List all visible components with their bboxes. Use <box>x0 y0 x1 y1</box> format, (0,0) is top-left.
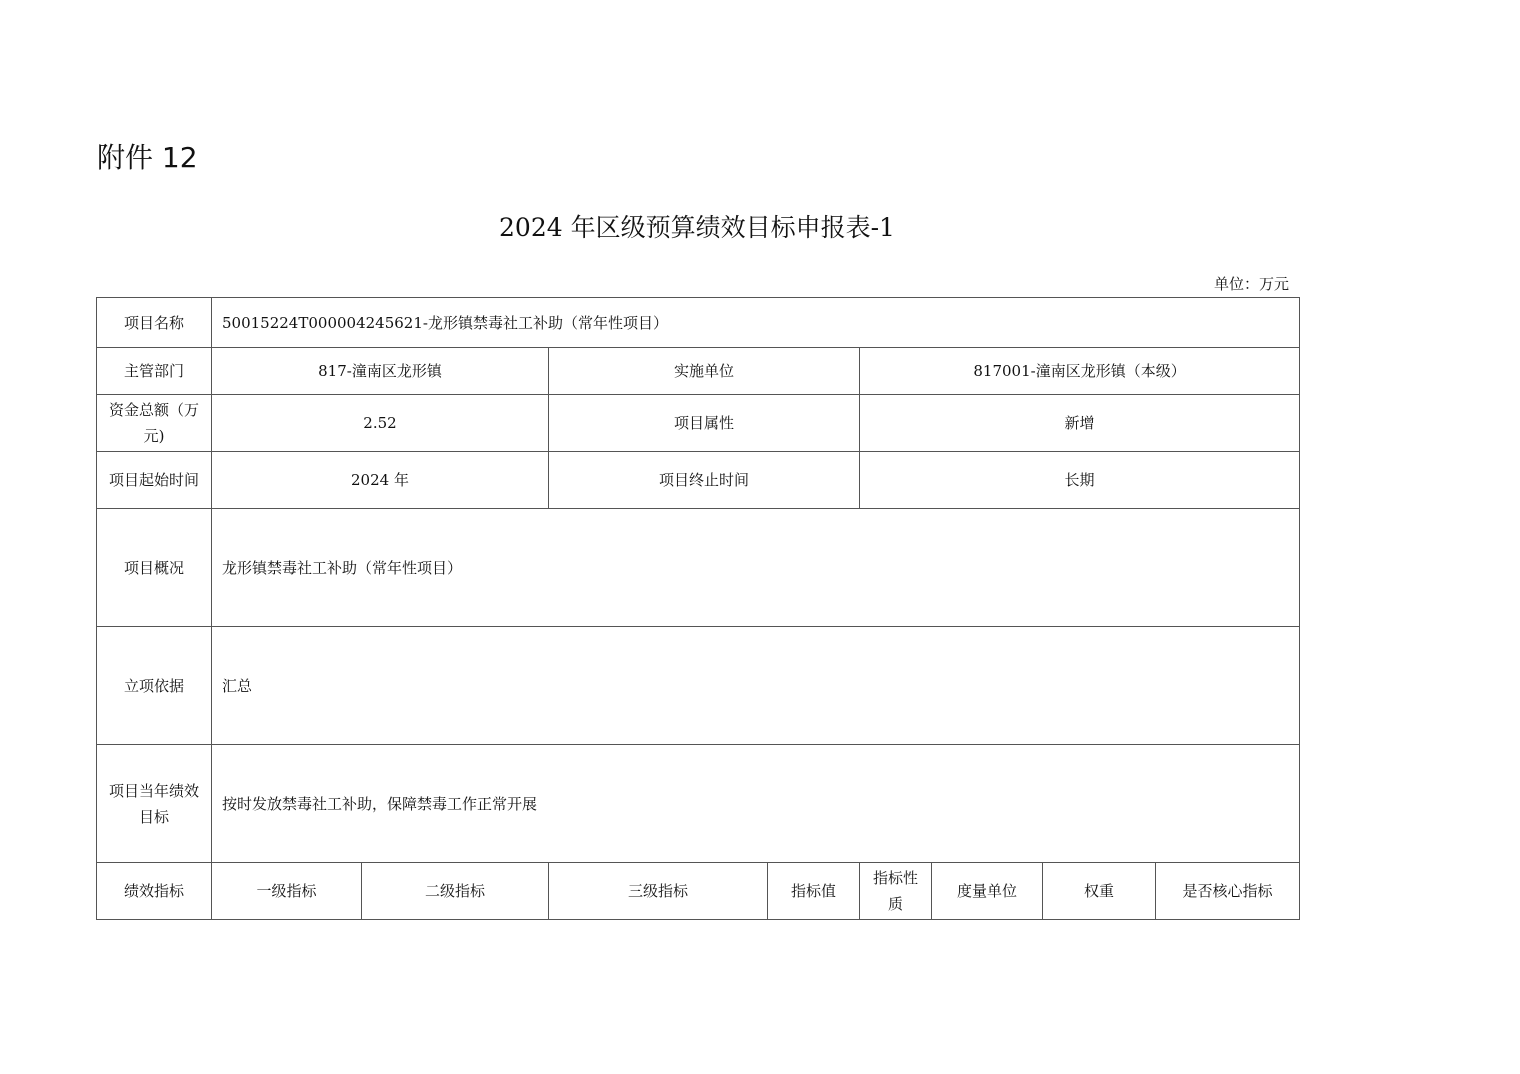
unit-label: 单位：万元 <box>1213 275 1289 293</box>
row-goal <box>97 745 1300 863</box>
kpi-col-unit: 度量单位 <box>932 863 1043 920</box>
end-time-value: 长期 <box>860 452 1300 509</box>
project-name-value: 50015224T000004245621-龙形镇禁毒社工补助（常年性项目） <box>212 298 1300 348</box>
overview-value: 龙形镇禁毒社工补助（常年性项目） <box>212 509 1300 627</box>
goal-value: 按时发放禁毒社工补助，保障禁毒工作正常开展 <box>212 745 1300 863</box>
goal-label: 项目当年绩效目标 <box>97 745 212 863</box>
row-kpi-header <box>97 863 1300 920</box>
department-label: 主管部门 <box>97 348 212 395</box>
row-overview <box>97 509 1300 627</box>
overview-label: 项目概况 <box>97 509 212 627</box>
project-attr-value: 新增 <box>860 395 1300 452</box>
kpi-col-level3: 三级指标 <box>549 863 768 920</box>
kpi-col-nature: 指标性质 <box>860 863 932 920</box>
row-time <box>97 452 1300 509</box>
kpi-col-level1: 一级指标 <box>212 863 362 920</box>
basis-label: 立项依据 <box>97 627 212 745</box>
basis-value: 汇总 <box>212 627 1300 745</box>
department-value: 817-潼南区龙形镇 <box>212 348 549 395</box>
project-name-label: 项目名称 <box>97 298 212 348</box>
row-project-name <box>97 298 1300 348</box>
kpi-col-level2: 二级指标 <box>362 863 549 920</box>
row-basis <box>97 627 1300 745</box>
row-department <box>97 348 1300 395</box>
start-time-label: 项目起始时间 <box>97 452 212 509</box>
kpi-col-core: 是否核心指标 <box>1156 863 1300 920</box>
page-title: 2024 年区级预算绩效目标申报表-1 <box>499 213 895 242</box>
kpi-label: 绩效指标 <box>97 863 212 920</box>
attachment-label: 附件 12 <box>97 141 198 174</box>
budget-performance-form <box>96 297 1300 920</box>
implementer-value: 817001-潼南区龙形镇（本级） <box>860 348 1300 395</box>
total-funds-label: 资金总额（万元) <box>97 395 212 452</box>
kpi-col-value: 指标值 <box>768 863 860 920</box>
kpi-col-weight: 权重 <box>1043 863 1156 920</box>
total-funds-value: 2.52 <box>212 395 549 452</box>
project-attr-label: 项目属性 <box>549 395 860 452</box>
implementer-label: 实施单位 <box>549 348 860 395</box>
row-funds <box>97 395 1300 452</box>
start-time-value: 2024 年 <box>212 452 549 509</box>
end-time-label: 项目终止时间 <box>549 452 860 509</box>
